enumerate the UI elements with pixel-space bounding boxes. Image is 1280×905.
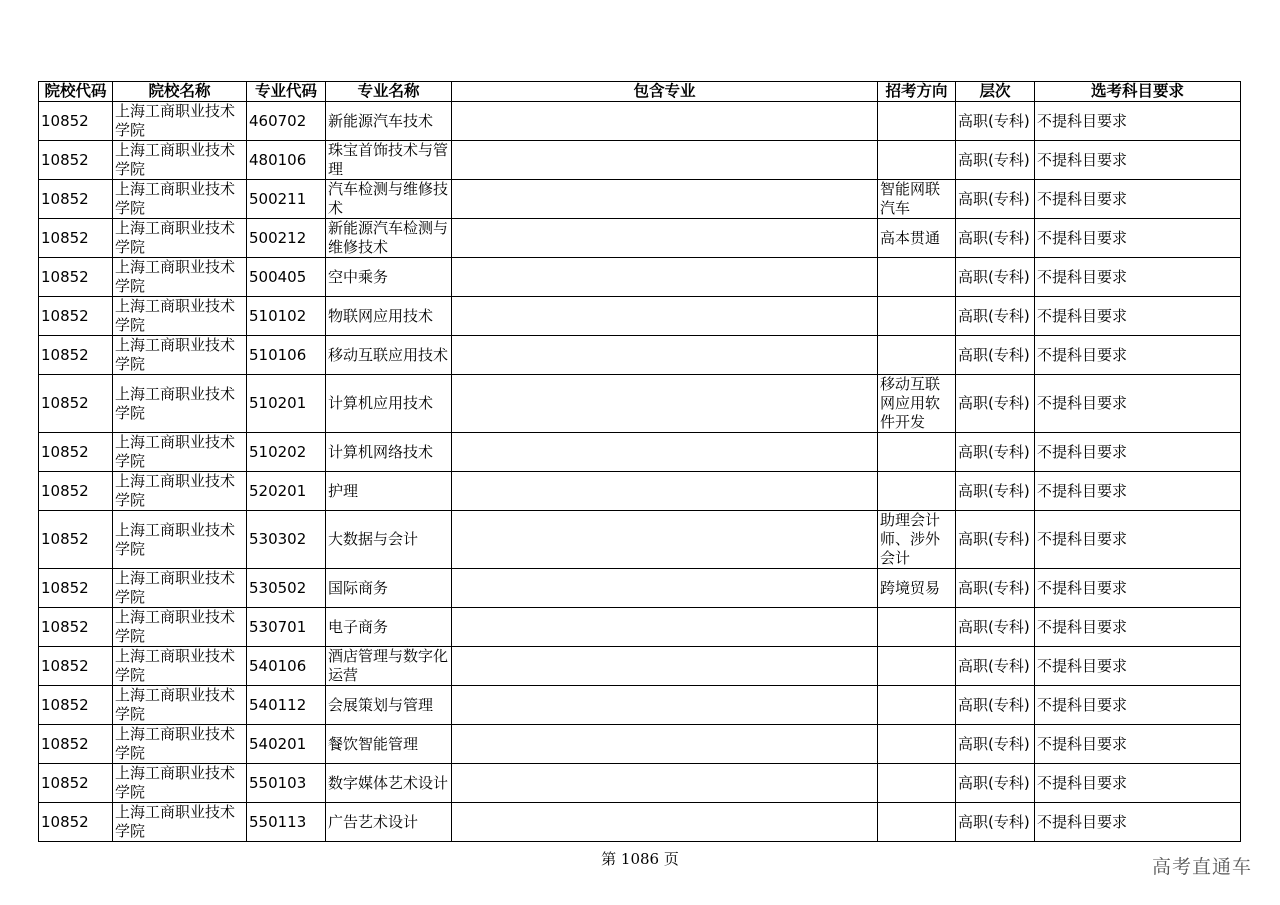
cell-included-majors (452, 608, 878, 647)
cell-school-code: 10852 (39, 375, 113, 433)
cell-included-majors (452, 764, 878, 803)
cell-level: 高职(专科) (956, 647, 1035, 686)
cell-school-code: 10852 (39, 647, 113, 686)
cell-requirement: 不提科目要求 (1035, 297, 1241, 336)
cell-direction (878, 686, 956, 725)
cell-included-majors (452, 336, 878, 375)
cell-requirement: 不提科目要求 (1035, 141, 1241, 180)
cell-major-code: 510106 (247, 336, 326, 375)
major-table (38, 81, 1241, 842)
cell-school-code: 10852 (39, 511, 113, 569)
cell-requirement: 不提科目要求 (1035, 608, 1241, 647)
cell-school-code: 10852 (39, 219, 113, 258)
cell-requirement: 不提科目要求 (1035, 647, 1241, 686)
cell-major-code: 480106 (247, 141, 326, 180)
cell-level: 高职(专科) (956, 297, 1035, 336)
cell-major-name: 电子商务 (326, 608, 452, 647)
cell-direction (878, 258, 956, 297)
cell-school-name: 上海工商职业技术学院 (113, 569, 247, 608)
cell-level: 高职(专科) (956, 511, 1035, 569)
cell-major-name: 新能源汽车技术 (326, 102, 452, 141)
header-row (39, 82, 1241, 102)
cell-school-name: 上海工商职业技术学院 (113, 608, 247, 647)
cell-major-name: 移动互联应用技术 (326, 336, 452, 375)
cell-level: 高职(专科) (956, 764, 1035, 803)
cell-level: 高职(专科) (956, 102, 1035, 141)
page-number: 第 1086 页 (601, 850, 679, 868)
cell-requirement: 不提科目要求 (1035, 102, 1241, 141)
col-header-level: 层次 (956, 82, 1035, 102)
cell-school-name: 上海工商职业技术学院 (113, 258, 247, 297)
cell-direction (878, 647, 956, 686)
cell-included-majors (452, 647, 878, 686)
cell-major-code: 460702 (247, 102, 326, 141)
cell-school-name: 上海工商职业技术学院 (113, 433, 247, 472)
cell-school-name: 上海工商职业技术学院 (113, 180, 247, 219)
col-header-major-code: 专业代码 (247, 82, 326, 102)
watermark-text: 高考直通车 (1151, 856, 1252, 878)
cell-school-name: 上海工商职业技术学院 (113, 219, 247, 258)
cell-major-name: 空中乘务 (326, 258, 452, 297)
cell-level: 高职(专科) (956, 336, 1035, 375)
cell-direction (878, 472, 956, 511)
cell-major-code: 530502 (247, 569, 326, 608)
table-row (39, 569, 1241, 608)
cell-school-code: 10852 (39, 472, 113, 511)
cell-included-majors (452, 102, 878, 141)
cell-direction (878, 102, 956, 141)
cell-direction (878, 141, 956, 180)
cell-major-name: 护理 (326, 472, 452, 511)
col-header-requirement: 选考科目要求 (1035, 82, 1241, 102)
cell-direction (878, 433, 956, 472)
cell-major-name: 新能源汽车检测与维修技术 (326, 219, 452, 258)
cell-included-majors (452, 375, 878, 433)
table-row (39, 764, 1241, 803)
table-row (39, 803, 1241, 842)
cell-requirement: 不提科目要求 (1035, 219, 1241, 258)
cell-school-name: 上海工商职业技术学院 (113, 803, 247, 842)
cell-direction: 智能网联汽车 (878, 180, 956, 219)
cell-direction (878, 725, 956, 764)
cell-major-code: 540106 (247, 647, 326, 686)
cell-included-majors (452, 569, 878, 608)
cell-school-name: 上海工商职业技术学院 (113, 375, 247, 433)
cell-school-name: 上海工商职业技术学院 (113, 647, 247, 686)
cell-school-code: 10852 (39, 608, 113, 647)
cell-requirement: 不提科目要求 (1035, 725, 1241, 764)
cell-major-name: 计算机网络技术 (326, 433, 452, 472)
cell-requirement: 不提科目要求 (1035, 569, 1241, 608)
table-row (39, 219, 1241, 258)
cell-school-name: 上海工商职业技术学院 (113, 102, 247, 141)
cell-direction: 跨境贸易 (878, 569, 956, 608)
table-row (39, 433, 1241, 472)
cell-requirement: 不提科目要求 (1035, 803, 1241, 842)
cell-major-code: 510201 (247, 375, 326, 433)
cell-major-name: 酒店管理与数字化运营 (326, 647, 452, 686)
cell-school-code: 10852 (39, 297, 113, 336)
table-row (39, 686, 1241, 725)
cell-major-name: 会展策划与管理 (326, 686, 452, 725)
cell-major-name: 国际商务 (326, 569, 452, 608)
table-row (39, 336, 1241, 375)
col-header-major-name: 专业名称 (326, 82, 452, 102)
cell-school-code: 10852 (39, 686, 113, 725)
cell-included-majors (452, 180, 878, 219)
cell-major-name: 餐饮智能管理 (326, 725, 452, 764)
cell-school-code: 10852 (39, 569, 113, 608)
cell-major-name: 大数据与会计 (326, 511, 452, 569)
cell-direction (878, 803, 956, 842)
col-header-direction: 招考方向 (878, 82, 956, 102)
cell-direction: 移动互联网应用软件开发 (878, 375, 956, 433)
cell-level: 高职(专科) (956, 725, 1035, 764)
cell-direction: 高本贯通 (878, 219, 956, 258)
cell-school-name: 上海工商职业技术学院 (113, 686, 247, 725)
cell-school-name: 上海工商职业技术学院 (113, 297, 247, 336)
cell-major-name: 汽车检测与维修技术 (326, 180, 452, 219)
cell-major-code: 540112 (247, 686, 326, 725)
cell-major-name: 广告艺术设计 (326, 803, 452, 842)
cell-included-majors (452, 472, 878, 511)
table-row (39, 472, 1241, 511)
cell-level: 高职(专科) (956, 219, 1035, 258)
cell-included-majors (452, 219, 878, 258)
cell-school-code: 10852 (39, 141, 113, 180)
cell-level: 高职(专科) (956, 472, 1035, 511)
cell-school-code: 10852 (39, 725, 113, 764)
cell-level: 高职(专科) (956, 608, 1035, 647)
cell-requirement: 不提科目要求 (1035, 472, 1241, 511)
col-header-school-code: 院校代码 (39, 82, 113, 102)
cell-requirement: 不提科目要求 (1035, 433, 1241, 472)
cell-major-name: 数字媒体艺术设计 (326, 764, 452, 803)
cell-major-code: 520201 (247, 472, 326, 511)
cell-school-code: 10852 (39, 803, 113, 842)
table-row (39, 608, 1241, 647)
cell-requirement: 不提科目要求 (1035, 686, 1241, 725)
table-row (39, 102, 1241, 141)
table-row (39, 258, 1241, 297)
cell-school-code: 10852 (39, 102, 113, 141)
cell-major-code: 550113 (247, 803, 326, 842)
cell-major-code: 500212 (247, 219, 326, 258)
cell-major-code: 510102 (247, 297, 326, 336)
cell-school-code: 10852 (39, 180, 113, 219)
cell-requirement: 不提科目要求 (1035, 375, 1241, 433)
cell-major-name: 物联网应用技术 (326, 297, 452, 336)
cell-school-code: 10852 (39, 258, 113, 297)
cell-school-name: 上海工商职业技术学院 (113, 141, 247, 180)
cell-level: 高职(专科) (956, 686, 1035, 725)
cell-requirement: 不提科目要求 (1035, 258, 1241, 297)
cell-included-majors (452, 686, 878, 725)
cell-school-name: 上海工商职业技术学院 (113, 472, 247, 511)
cell-included-majors (452, 433, 878, 472)
cell-direction (878, 608, 956, 647)
table-row (39, 141, 1241, 180)
table-row (39, 725, 1241, 764)
cell-major-name: 计算机应用技术 (326, 375, 452, 433)
cell-school-code: 10852 (39, 336, 113, 375)
cell-level: 高职(专科) (956, 258, 1035, 297)
cell-level: 高职(专科) (956, 569, 1035, 608)
cell-major-code: 500211 (247, 180, 326, 219)
cell-requirement: 不提科目要求 (1035, 511, 1241, 569)
cell-school-name: 上海工商职业技术学院 (113, 725, 247, 764)
cell-requirement: 不提科目要求 (1035, 336, 1241, 375)
table-row (39, 297, 1241, 336)
cell-requirement: 不提科目要求 (1035, 764, 1241, 803)
cell-included-majors (452, 511, 878, 569)
cell-level: 高职(专科) (956, 803, 1035, 842)
cell-included-majors (452, 258, 878, 297)
cell-direction (878, 297, 956, 336)
cell-level: 高职(专科) (956, 141, 1035, 180)
cell-requirement: 不提科目要求 (1035, 180, 1241, 219)
cell-school-code: 10852 (39, 764, 113, 803)
cell-major-code: 550103 (247, 764, 326, 803)
table-row (39, 647, 1241, 686)
cell-school-code: 10852 (39, 433, 113, 472)
cell-included-majors (452, 297, 878, 336)
cell-school-name: 上海工商职业技术学院 (113, 511, 247, 569)
cell-direction (878, 336, 956, 375)
cell-major-code: 530302 (247, 511, 326, 569)
table-row (39, 375, 1241, 433)
cell-major-name: 珠宝首饰技术与管理 (326, 141, 452, 180)
cell-level: 高职(专科) (956, 180, 1035, 219)
cell-direction (878, 764, 956, 803)
cell-major-code: 540201 (247, 725, 326, 764)
col-header-school-name: 院校名称 (113, 82, 247, 102)
cell-included-majors (452, 141, 878, 180)
col-header-included-majors: 包含专业 (452, 82, 878, 102)
table-row (39, 180, 1241, 219)
cell-major-code: 500405 (247, 258, 326, 297)
cell-major-code: 510202 (247, 433, 326, 472)
cell-school-name: 上海工商职业技术学院 (113, 764, 247, 803)
table-row (39, 511, 1241, 569)
cell-level: 高职(专科) (956, 375, 1035, 433)
cell-level: 高职(专科) (956, 433, 1035, 472)
cell-direction: 助理会计师、涉外会计 (878, 511, 956, 569)
cell-major-code: 530701 (247, 608, 326, 647)
cell-included-majors (452, 803, 878, 842)
cell-school-name: 上海工商职业技术学院 (113, 336, 247, 375)
cell-included-majors (452, 725, 878, 764)
